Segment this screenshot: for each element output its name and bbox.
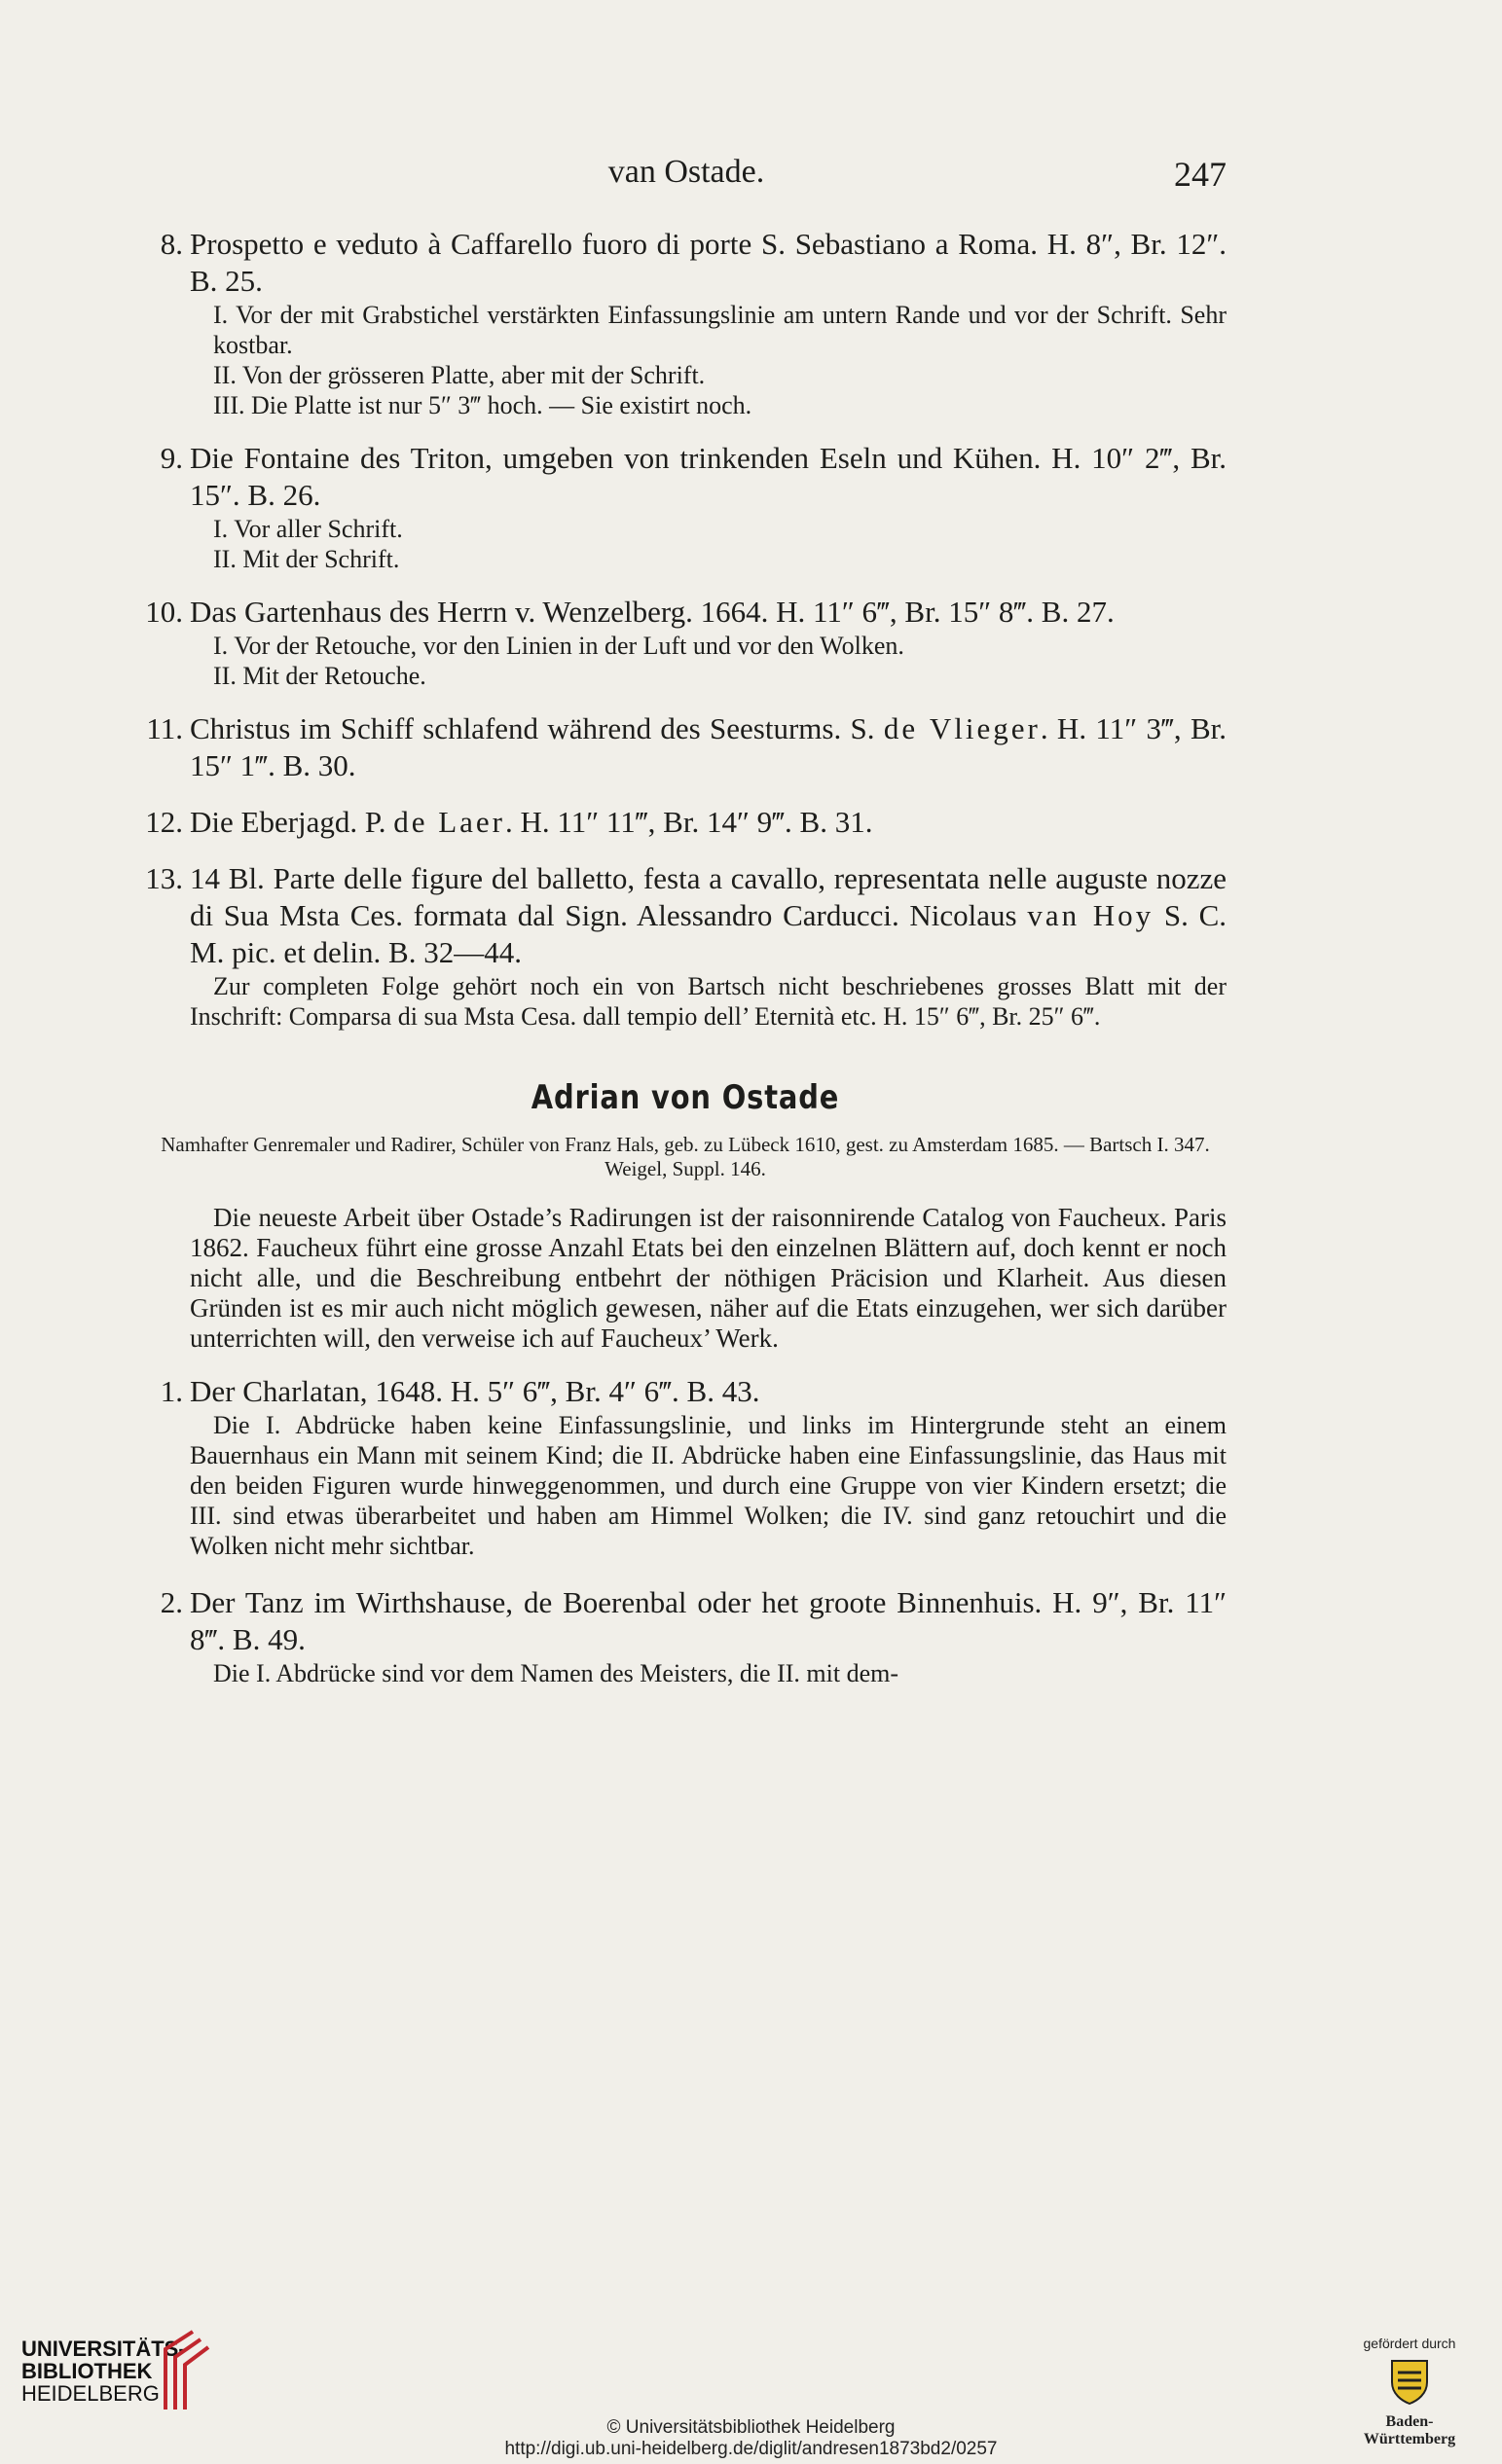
sponsor-name: Baden-Württemberg xyxy=(1363,2413,1456,2447)
state-line: I. Vor der Retouche, vor den Linien in der Luft und vor den Wolken. xyxy=(213,632,904,660)
copyright-block xyxy=(0,2417,1502,2460)
entry-note xyxy=(190,971,1227,1032)
catalog-entry xyxy=(144,440,1227,514)
entry-text: . H. 11″ 3‴, Br. 15″ 1‴. B. 30. xyxy=(190,711,1227,782)
note-text: Die I. Abdrücke sind vor dem Namen des Meisters, die II. mit dem- xyxy=(213,1659,898,1687)
logo-line: HEIDELBERG xyxy=(21,2381,160,2406)
state-line: II. Von der grösseren Platte, aber mit der Schrift. xyxy=(213,361,706,389)
catalog-entry xyxy=(144,1373,1227,1410)
logo-line: BIBLIOTHEK xyxy=(21,2359,153,2383)
state-line: II. Mit der Schrift. xyxy=(213,545,400,573)
entry-number: 12. xyxy=(145,805,183,839)
entry-text: Christus im Schiff schlafend während des Seesturms. S. xyxy=(190,711,884,745)
entry-text: Der Charlatan, 1648. H. 5″ 6‴, Br. 4″ 6‴. B. 43. xyxy=(190,1374,760,1408)
entry-text: Die Fontaine des Triton, umgeben von trinkenden Eseln und Kühen. H. 10″ 2‴, Br. 15″. B. 26. xyxy=(190,441,1227,512)
entry-text: Das Gartenhaus des Herrn v. Wenzelberg. 1664. H. 11″ 6‴, Br. 15″ 8‴. B. 27. xyxy=(190,595,1115,629)
entry-text: Der Tanz im Wirthshause, de Boerenbal oder het groote Binnenhuis. H. 9″, Br. 11″ 8‴. B. 49. xyxy=(190,1585,1227,1656)
logo-line: UNIVERSITÄTS- xyxy=(21,2337,186,2361)
entry-note xyxy=(190,1658,1227,1688)
entry-number: 9. xyxy=(160,441,183,475)
running-header xyxy=(146,154,1227,197)
header-title: van Ostade. xyxy=(607,154,765,190)
catalog-entry xyxy=(144,1584,1227,1658)
entry-text: S. C. M. pic. et delin. B. 32—44. xyxy=(190,898,1227,969)
note-text: Zur completen Folge gehört noch ein von Bartsch nicht beschriebenes grosses Blatt mit der Inschrift: Comparsa di sua Msta Cesa. dall tempio dell’ Eternità etc. H. 15″ 6‴, Br. 25″ 6‴. xyxy=(190,972,1227,1031)
state-line: I. Vor der mit Grabstichel verstärkten Einfassungslinie am untern Rande und vor der Schrift. Sehr kostbar. xyxy=(213,301,1227,359)
section-heading: Adrian von Ostade xyxy=(531,1078,840,1117)
entry-text: Die Eberjagd. P. xyxy=(190,805,394,839)
entry-note xyxy=(190,1410,1227,1561)
catalog-entry xyxy=(144,710,1227,784)
sponsor-block xyxy=(1346,2336,1473,2448)
catalog-entry xyxy=(144,804,1227,841)
section-intro: Die neueste Arbeit über Ostade’s Radirungen ist der raisonnirende Catalog von Faucheux. Paris 1862. Faucheux führt eine grosse Anzahl Etats bei den einzelnen Blättern auf, doch kennt er noch nicht alle, und die Beschreibung entbehrt der nöthigen Präcision und Klarheit. Aus diesen Gründen ist es mir auch nicht möglich gewesen, näher auf die Etats einzugehen, wer sich darüber unterrichten will, den verweise ich auf Faucheux’ Werk. xyxy=(190,1203,1227,1353)
copyright-text: © Universitätsbibliothek Heidelberg xyxy=(606,2417,896,2438)
catalog-entry xyxy=(144,226,1227,300)
entry-number: 10. xyxy=(145,595,183,629)
footer xyxy=(0,2324,1502,2464)
entry-text: 14 Bl. Parte delle figure del balletto, festa a cavallo, representata nelle auguste nozze di Sua Msta Ces. formata dal Sign. Alessandro Carducci. Nicolaus xyxy=(190,861,1227,932)
state-line: II. Mit der Retouche. xyxy=(213,662,426,690)
page-body xyxy=(144,226,1227,1688)
state-line: I. Vor aller Schrift. xyxy=(213,515,403,543)
artist-name: van Hoy xyxy=(1027,898,1154,932)
entry-text: . H. 11″ 11‴, Br. 14″ 9‴. B. 31. xyxy=(505,805,873,839)
state-line: III. Die Platte ist nur 5″ 3‴ hoch. — Sie existirt noch. xyxy=(213,391,752,419)
source-url[interactable]: http://digi.ub.uni-heidelberg.de/diglit/andresen1873bd2/0257 xyxy=(504,2439,998,2459)
catalog-entry xyxy=(144,860,1227,971)
entry-number: 1. xyxy=(160,1374,183,1408)
library-emblem-icon xyxy=(154,2324,212,2411)
artist-bio: Namhafter Genremaler und Radirer, Schüler von Franz Hals, geb. zu Lübeck 1610, gest. zu Amsterdam 1685. — Bartsch I. 347. Weigel, Suppl. 146. xyxy=(161,1133,1210,1180)
artist-name: de Laer xyxy=(393,805,506,839)
entry-text: Prospetto e veduto à Caffarello fuoro di porte S. Sebastiano a Roma. H. 8″, Br. 12″. B. 25. xyxy=(190,227,1227,298)
artist-name: de Vlieger xyxy=(883,711,1041,745)
entry-number: 8. xyxy=(160,227,183,261)
entry-number: 11. xyxy=(146,711,183,745)
entry-number: 13. xyxy=(145,861,183,895)
sponsor-label: gefördert durch xyxy=(1363,2336,1456,2351)
catalog-entry xyxy=(144,594,1227,631)
note-text: Die I. Abdrücke haben keine Einfassungslinie, und links im Hintergrunde steht an einem Bauernhaus ein Mann mit seinem Kind; die II. Abdrücke haben eine Einfassungslinie, das Haus mit den beiden Figuren wurde hinweggenommen, und durch eine Gruppe von vier Kindern ersetzt; die III. sind etwas überarbeitet und haben am Himmel Wolken; die IV. sind ganz retouchirt und die Wolken nicht mehr sichtbar. xyxy=(190,1411,1227,1560)
entry-number: 2. xyxy=(160,1585,183,1619)
coat-of-arms-icon xyxy=(1388,2357,1431,2406)
page-number: 247 xyxy=(1174,155,1227,194)
